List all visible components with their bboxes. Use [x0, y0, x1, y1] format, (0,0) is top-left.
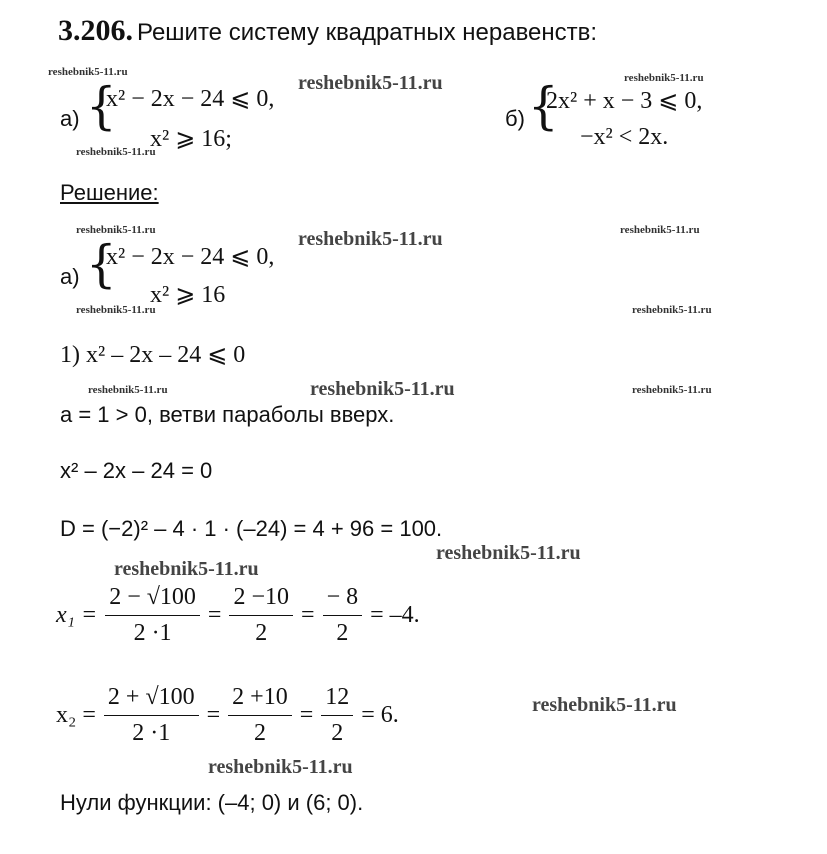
watermark-small: reshebnik5-11.ru — [76, 224, 156, 236]
x1-result: = –4. — [370, 602, 420, 628]
root-x1 — [56, 584, 420, 647]
equals-sign: = — [207, 602, 222, 628]
x2-f1-denominator: 2 ·1 — [132, 720, 171, 746]
solution-heading: Решение: — [60, 180, 159, 205]
x1-f2-numerator: 2 −10 — [229, 584, 293, 616]
x2-fraction-1 — [104, 684, 199, 747]
solution-a-line1: x² − 2x − 24 ⩽ 0, — [106, 244, 275, 270]
system-brace-icon: { — [86, 76, 117, 136]
system-brace-icon: { — [528, 76, 559, 136]
task-header — [58, 14, 597, 48]
x1-fraction-1 — [105, 584, 200, 647]
equals-sign: = — [206, 702, 221, 728]
x1-fraction-2 — [229, 584, 293, 647]
watermark-small: reshebnik5-11.ru — [76, 304, 156, 316]
watermark: reshebnik5-11.ru — [310, 378, 455, 400]
watermark: reshebnik5-11.ru — [298, 228, 443, 250]
solution-a-label: а) — [60, 264, 80, 289]
problem-b-label: б) — [505, 106, 525, 131]
x1-f3-denominator: 2 — [336, 620, 349, 646]
watermark-small: reshebnik5-11.ru — [76, 146, 156, 158]
root-x2 — [56, 684, 399, 747]
x2-f3-denominator: 2 — [331, 720, 344, 746]
problem-b-line2: −x² < 2x. — [580, 124, 669, 150]
x1-f2-denominator: 2 — [255, 620, 268, 646]
x2-result: = 6. — [361, 702, 399, 728]
equals-sign: = — [299, 702, 314, 728]
x1-f1-numerator: 2 − √100 — [105, 584, 200, 616]
watermark-small: reshebnik5-11.ru — [632, 304, 712, 316]
solution-a-line2: x² ⩾ 16 — [150, 282, 226, 308]
discriminant: D = (−2)² – 4 · 1 · (–24) = 4 + 96 = 100. — [60, 516, 443, 541]
x1-f3-numerator: − 8 — [323, 584, 363, 616]
watermark-small: reshebnik5-11.ru — [88, 384, 168, 396]
watermark: reshebnik5-11.ru — [532, 694, 677, 716]
branches-text: a = 1 > 0, ветви параболы вверх. — [60, 402, 395, 427]
x1-f1-denominator: 2 ·1 — [133, 620, 172, 646]
x2-fraction-3 — [321, 684, 353, 747]
equation: x² – 2x – 24 = 0 — [60, 458, 213, 483]
watermark-small: reshebnik5-11.ru — [624, 72, 704, 84]
watermark: reshebnik5-11.ru — [436, 542, 581, 564]
watermark: reshebnik5-11.ru — [114, 558, 259, 580]
problem-b-line1: 2x² + x − 3 ⩽ 0, — [546, 88, 703, 114]
watermark: reshebnik5-11.ru — [208, 756, 353, 778]
x2-f2-denominator: 2 — [253, 720, 266, 746]
problem-a-line1: x² − 2x − 24 ⩽ 0, — [106, 86, 275, 112]
x1-fraction-3 — [323, 584, 363, 647]
problem-a-label: а) — [60, 106, 80, 131]
watermark-small: reshebnik5-11.ru — [632, 384, 712, 396]
function-zeros: Нули функции: (–4; 0) и (6; 0). — [60, 790, 364, 815]
x2-f1-numerator: 2 + √100 — [104, 684, 199, 716]
system-brace-icon: { — [86, 234, 117, 294]
problem-a-line2: x² ⩾ 16; — [150, 126, 232, 152]
x2-label: x₂ = — [56, 702, 96, 728]
watermark-small: reshebnik5-11.ru — [48, 66, 128, 78]
task-text: Решите систему квадратных неравенств: — [137, 19, 598, 46]
x2-f3-numerator: 12 — [321, 684, 353, 716]
equals-sign: = — [301, 602, 315, 628]
task-number: 3.206. — [58, 14, 133, 47]
x1-label: x₁ = — [56, 602, 98, 628]
watermark-small: reshebnik5-11.ru — [620, 224, 700, 236]
x2-fraction-2 — [228, 684, 292, 747]
x2-f2-numerator: 2 +10 — [228, 684, 292, 716]
watermark: reshebnik5-11.ru — [298, 72, 443, 94]
step-1: 1) x² – 2x – 24 ⩽ 0 — [60, 342, 246, 368]
